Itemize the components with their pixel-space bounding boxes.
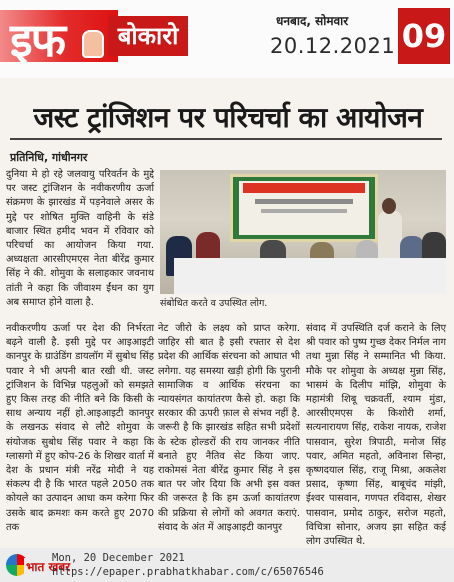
- brand-logo-text: इफ: [10, 13, 65, 67]
- epaper-footer: [0, 548, 454, 582]
- article-column-2: नेट जीरो के लक्ष्य को प्राप्त करेगा. जाहिर सी बात है इसी रफ्तार से देश प्रदेश की आर्थिक संरचना को आघात भी लगेगा. यह समस्या खड़ी होगी कि पुरानी सामाजिक व आर्थिक संरचना का न्यायसंगत कायांतरण कैसे हो. कहा कि सरकार की ऊपरी फ़ाल से संभव नहीं है. जरूरी है कि झारखंड सहित सभी प्रदेशों के स्टेक होल्डरों की राय जानकर नीति बनाते हुए नैतिव सेट किया जाए. राकोमसं नेता बीरेंद्र कुमार सिंह ने इस बात पर जोर दिया कि अभी इस वक्त की जरूरत है कि हम ऊर्जा कायांतरण की प्रक्रिया से लोगों को अवगत कराएं. संवाद के अंत में आइआइटी कानपुर: [158, 323, 300, 533]
- masthead: [0, 0, 454, 78]
- article-column-3: संवाद में उपस्थिति दर्ज कराने के लिए श्री पवार को पुष्प गुच्छ देकर निर्मल नाग तथा मुन्ना सिंह ने सम्मानित भी किया. मौके पर शोमुवा के अध्यक्ष मुन्ना सिंह, भासमं के दिलीप मांझि, शोमुवा के महामंत्री शिबू चक्रवर्ती, श्याम मुंडा, आरसीएमएस के किशोरी शर्मा, सत्यनारायण सिंह, राकेश नायक, राजेश पासवान, सुरेश त्रिपाठी, मनोज सिंह पवार, अमित महतो, अविनाश सिन्हा, कृष्णदयाल सिंह, राजू मिश्रा, अकलेश प्रसाद, कृष्णा सिंह, बाबूचंद मांझी, ईश्वर पासवान, गणपत रविदास, शेखर पासवान, प्रमोद ठाकुर, सरोज महतो, विचित्रा सोनार, अजय झा सहित कई लोग उपस्थित थे.: [306, 323, 446, 548]
- footer-url[interactable]: https://epaper.prabhatkhabar.com/c/65076546: [52, 566, 324, 578]
- newspaper-brand: [0, 10, 185, 67]
- issue-date: 20.12.2021: [270, 34, 396, 58]
- edition-city: बोकारो: [108, 16, 188, 56]
- photo-table: [174, 258, 446, 294]
- photo-caption: संबोधित करते व उपस्थित लोग.: [160, 298, 268, 309]
- headline-divider: [10, 138, 442, 140]
- article-headline: जस्ट ट्रांजिशन पर परिचर्चा का आयोजन: [33, 101, 423, 134]
- event-banner: [230, 174, 378, 242]
- dateline: धनबाद, सोमवार: [276, 14, 349, 28]
- byline: प्रतिनिधि, गांधीनगर: [10, 151, 88, 164]
- hand-icon: [82, 30, 104, 58]
- footer-date: Mon, 20 December 2021: [52, 552, 185, 564]
- article-column-1-bottom: नवीकरणीय ऊर्जा पर देश की निर्भरता बढ़ने वाली है. इसी मुद्दे पर आइआइटी कानपुर के ग्राउंडिंग डायलॉग में सुबोध सिंह पवार ने भी अपनी बात रखी थी. जस्ट ट्रांजिशन के विभिन्न पहलुओं को समझते हुए किस तरह की नीति बने कि किसी के साथ अन्याय नहीं हो.आइआइटी कानपुर के लखनऊ संवाद से लौटे शोमुवा के संयोजक सुबोध सिंह पवार ने कहा कि ग्लासगो में हुए कोप-26 के शिखर वार्ता में देश के प्रधान मंत्री नरेंद्र मोदी ने यह संकल्प दी है कि भारत पहले 2050 तक कोयले का उत्पादन आधा कम करेगा फिर उसके बाद क्रमशः कम करते हुए 2070 तक: [6, 323, 154, 533]
- photo-person: [382, 198, 396, 214]
- event-photo: [160, 170, 446, 294]
- page-number: 09: [398, 8, 450, 64]
- article-column-1-top: दुनिया मे हो रहे जलवायु परिवर्तन के मुद्दे पर जस्ट ट्रांजिशन के नवीकरणीय ऊर्जा संक्रमण के झारखंड में पड़नेवाले असर के मुद्दे पर शोषित मुक्ति वाहिनी के संडे बाजार स्थित हमीद भवन में रविवार को परिचर्चा का आयोजन किया गया. अध्यक्षता आरसीएमएस नेता बीरेंद्र कुमार सिंह ने की. शोमुवा के सलाहकार जवनाथ तांती ने कहा कि जीवाश्म ईंधन का युग अब समाप्त होने वाला है.: [6, 169, 154, 308]
- logo-text: भात खबर: [26, 560, 71, 574]
